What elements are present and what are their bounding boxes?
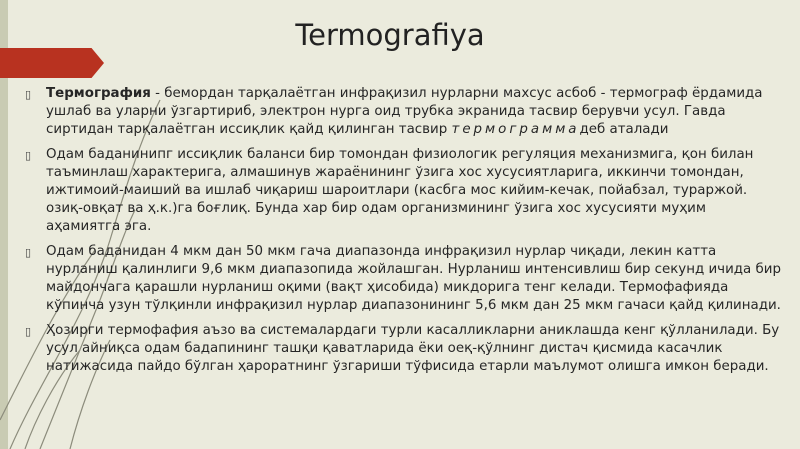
paragraph-3-text: Одам баданидан 4 мкм дан 50 мкм гача диапазонда инфрақизил нурлар чиқади, лекин катта нурланиш қалинлиги 9,6 мкм диапазопида жойлашган. Нурланиш интенсивлиш бир секунд ичида бир майдончага қарашли нурланиш оқими (вақт ҳисобида) микдорига тенг келади. Термофафияда кўпинча узун тўлқинли инфрақизил нурлар диапазонининг 5,6 мкм дан 25 мкм гачаси қайд қилинади. xyxy=(46,244,781,313)
paragraph-4 xyxy=(25,322,784,376)
accent-bar xyxy=(0,48,104,78)
term-italic: термограмма xyxy=(451,122,580,137)
bullet-icon: ▯ xyxy=(25,88,32,101)
slide-title: Termografiya xyxy=(295,18,485,52)
paragraph-4-text: Ҳозирги термофафия аъзо ва системалардаги турли касалликларни аниклашда кенг қўлланилади. Бу усул айниқса одам бадапининг ташқи қаватларида ёки оеқ-қўлнинг дистач қисмида касачлик натижасида пайдо бўлган ҳароратнинг ўзгариши тўфисида етарли маълумот олишга имкон беради. xyxy=(46,323,780,374)
bullet-icon: ▯ xyxy=(25,325,32,338)
term-bold: Термография xyxy=(46,86,151,101)
paragraph-1-tail: деб аталади xyxy=(579,122,669,137)
slide-content xyxy=(25,85,784,383)
paragraph-1 xyxy=(25,85,784,139)
paragraph-3 xyxy=(25,243,784,315)
paragraph-2-text: Одам баданинипг иссиқлик баланси бир томондан физиологик регуляция механизмига, қон билан таъминлаш характерига, алмашинув жараёнининг ўзига хос хусусиятларига, иккинчи томондан, ижтимоий-маиший ва ишлаб чиқариш шароитлари (касбга мос кийим-кечак, пойабзал, тураржой. озиқ-овқат ва ҳ.к.)га боғлиқ. Бунда хар бир одам организмининг ўзига хос хусусияти муҳим аҳамиятга эга. xyxy=(46,147,754,234)
paragraph-1-text: - бемордан тарқалаётган инфрақизил нурларни махсус асбоб - термограф ёрдамида ушлаб ва уларни ўзгартириб, электрон нурга оид трубка экранида тасвир берувчи усул. Гавда сиртидан тарқалаётган иссиқлик қайд қилинган тасвир xyxy=(46,86,763,137)
bullet-icon: ▯ xyxy=(25,246,32,259)
bullet-icon: ▯ xyxy=(25,149,32,162)
paragraph-2 xyxy=(25,146,784,236)
